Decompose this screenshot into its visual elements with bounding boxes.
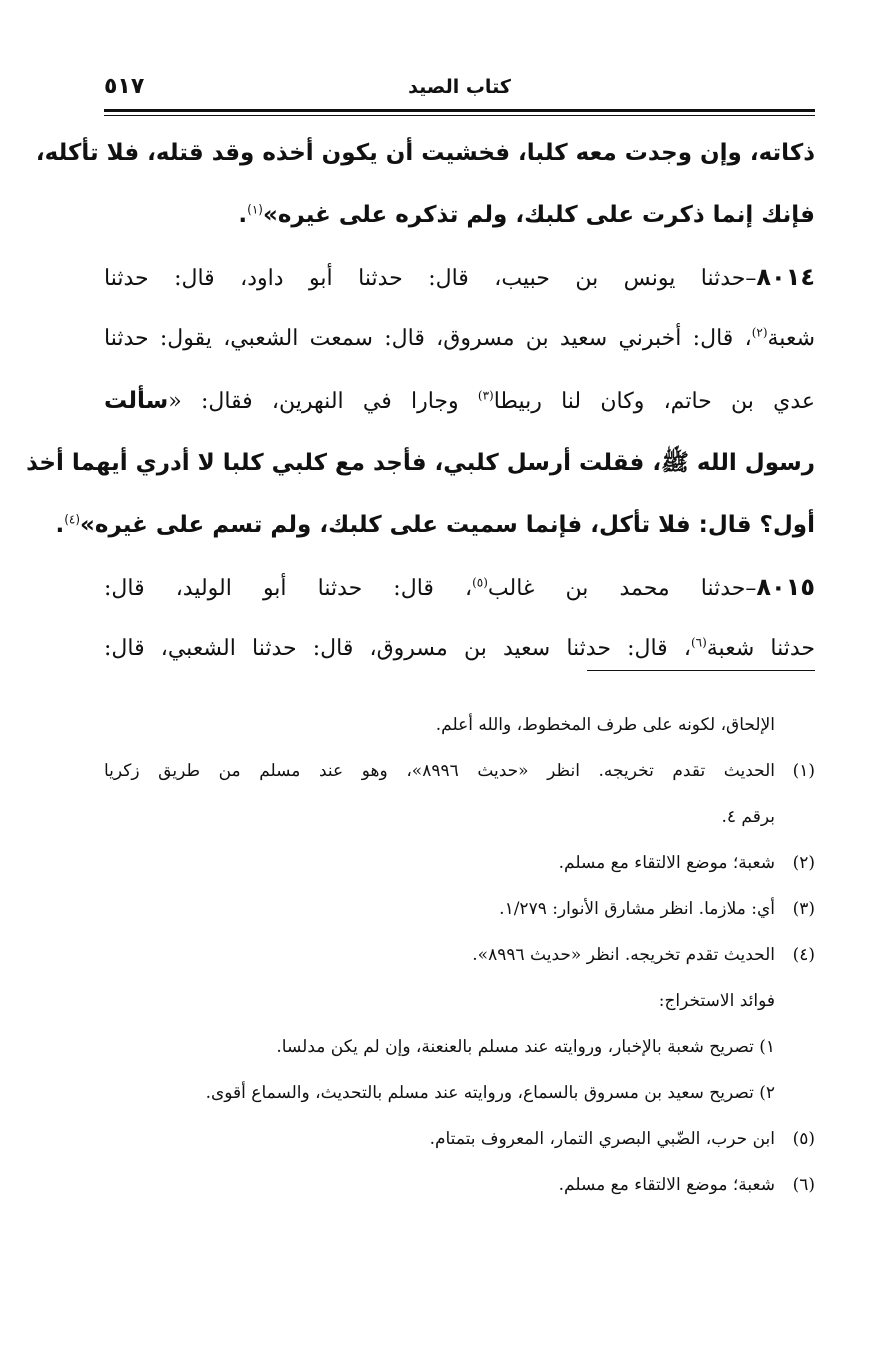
footnote-ref-6: (٦) <box>690 635 707 650</box>
text-line-2: فإنك إنما ذكرت على كلبك، ولم تذكره على غيره»$^{(١)}$. <box>238 202 815 228</box>
footnote-ref-2: (٢) <box>751 325 768 340</box>
main-text <box>26 122 815 680</box>
page-header <box>104 74 815 106</box>
footnote-4-heading: فوائد الاستخراج: <box>658 991 775 1011</box>
footnote-continuation: الإلحاق، لكونه على طرف المخطوط، والله أعلم. <box>435 715 775 735</box>
footnote-4-point-2: ٢) تصريح سعيد بن مسروق بالسماع، وروايته عند مسلم بالتحديث، والسماع أقوى. <box>205 1083 775 1103</box>
footnote-ref-3: (٣) <box>477 388 494 403</box>
footnote-4-point-1: ١) تصريح شعبة بالإخبار، وروايته عند مسلم بالعنعنة، وإن لم يكن مدلسا. <box>276 1037 775 1057</box>
text-line-9: حدثنا شعبة$^{(٦)}$، قال: حدثنا سعيد بن مسروق، قال: حدثنا الشعبي، قال: <box>104 635 815 661</box>
text-line-4: شعبة$^{(٢)}$، قال: أخبرني سعيد بن مسروق، قال: سمعت الشعبي، يقول: حدثنا <box>104 325 815 351</box>
header-rule-thin <box>104 115 815 116</box>
header-rule-thick <box>104 109 815 112</box>
text-line-3: ٨٠١٤–حدثنا يونس بن حبيب، قال: حدثنا أبو داود، قال: حدثنا <box>104 263 815 291</box>
footnote-3: (٣)أي: ملازما. انظر مشارق الأنوار: ١/٢٧٩. <box>499 899 815 919</box>
footnote-ref-1: (١) <box>247 202 263 217</box>
text-line-7: أول؟ قال: فلا تأكل، فإنما سميت على كلبك، ولم تسم على غيره»$^{(٤)}$. <box>55 512 815 538</box>
footnotes <box>104 702 815 1208</box>
text-line-5: عدي بن حاتم، وكان لنا ربيطا$^{(٣)}$ وجارا في النهرين، فقال: «سألت <box>104 388 815 414</box>
footnote-1-cont: برقم ٤. <box>721 807 775 827</box>
footnote-5: (٥)ابن حرب، الضّبي البصري التمار، المعروف بتمتام. <box>429 1129 815 1149</box>
page-title: كتاب الصيد <box>408 76 511 98</box>
footnote-1: (١)الحديث تقدم تخريجه. انظر «حديث ٨٩٩٦»، وهو عند مسلم من طريق زكريا <box>104 761 815 781</box>
hadith-number: ٨٠١٥ <box>756 573 815 601</box>
text-line-8: ٨٠١٥–حدثنا محمد بن غالب$^{(٥)}$، قال: حدثنا أبو الوليد، قال: <box>104 573 815 601</box>
footnote-ref-4: (٤) <box>64 512 81 527</box>
text-line-1: ذكاته، وإن وجدت معه كلبا، فخشيت أن يكون أخذه وقد قتله، فلا تأكله، <box>35 140 815 166</box>
footnote-2: (٢)شعبة؛ موضع الالتقاء مع مسلم. <box>558 853 815 873</box>
footnote-separator <box>587 670 815 671</box>
hadith-number: ٨٠١٤ <box>756 263 815 291</box>
footnote-ref-5: (٥) <box>472 575 488 590</box>
footnote-4: (٤)الحديث تقدم تخريجه. انظر «حديث ٨٩٩٦». <box>472 945 815 965</box>
footnote-6: (٦)شعبة؛ موضع الالتقاء مع مسلم. <box>558 1175 815 1195</box>
text-line-6: رسول الله ﷺ، فقلت أرسل كلبي، فأجد مع كلبي كلبا لا أدري أيهما أخذ <box>26 450 815 476</box>
page-number: ٥١٧ <box>104 74 145 99</box>
